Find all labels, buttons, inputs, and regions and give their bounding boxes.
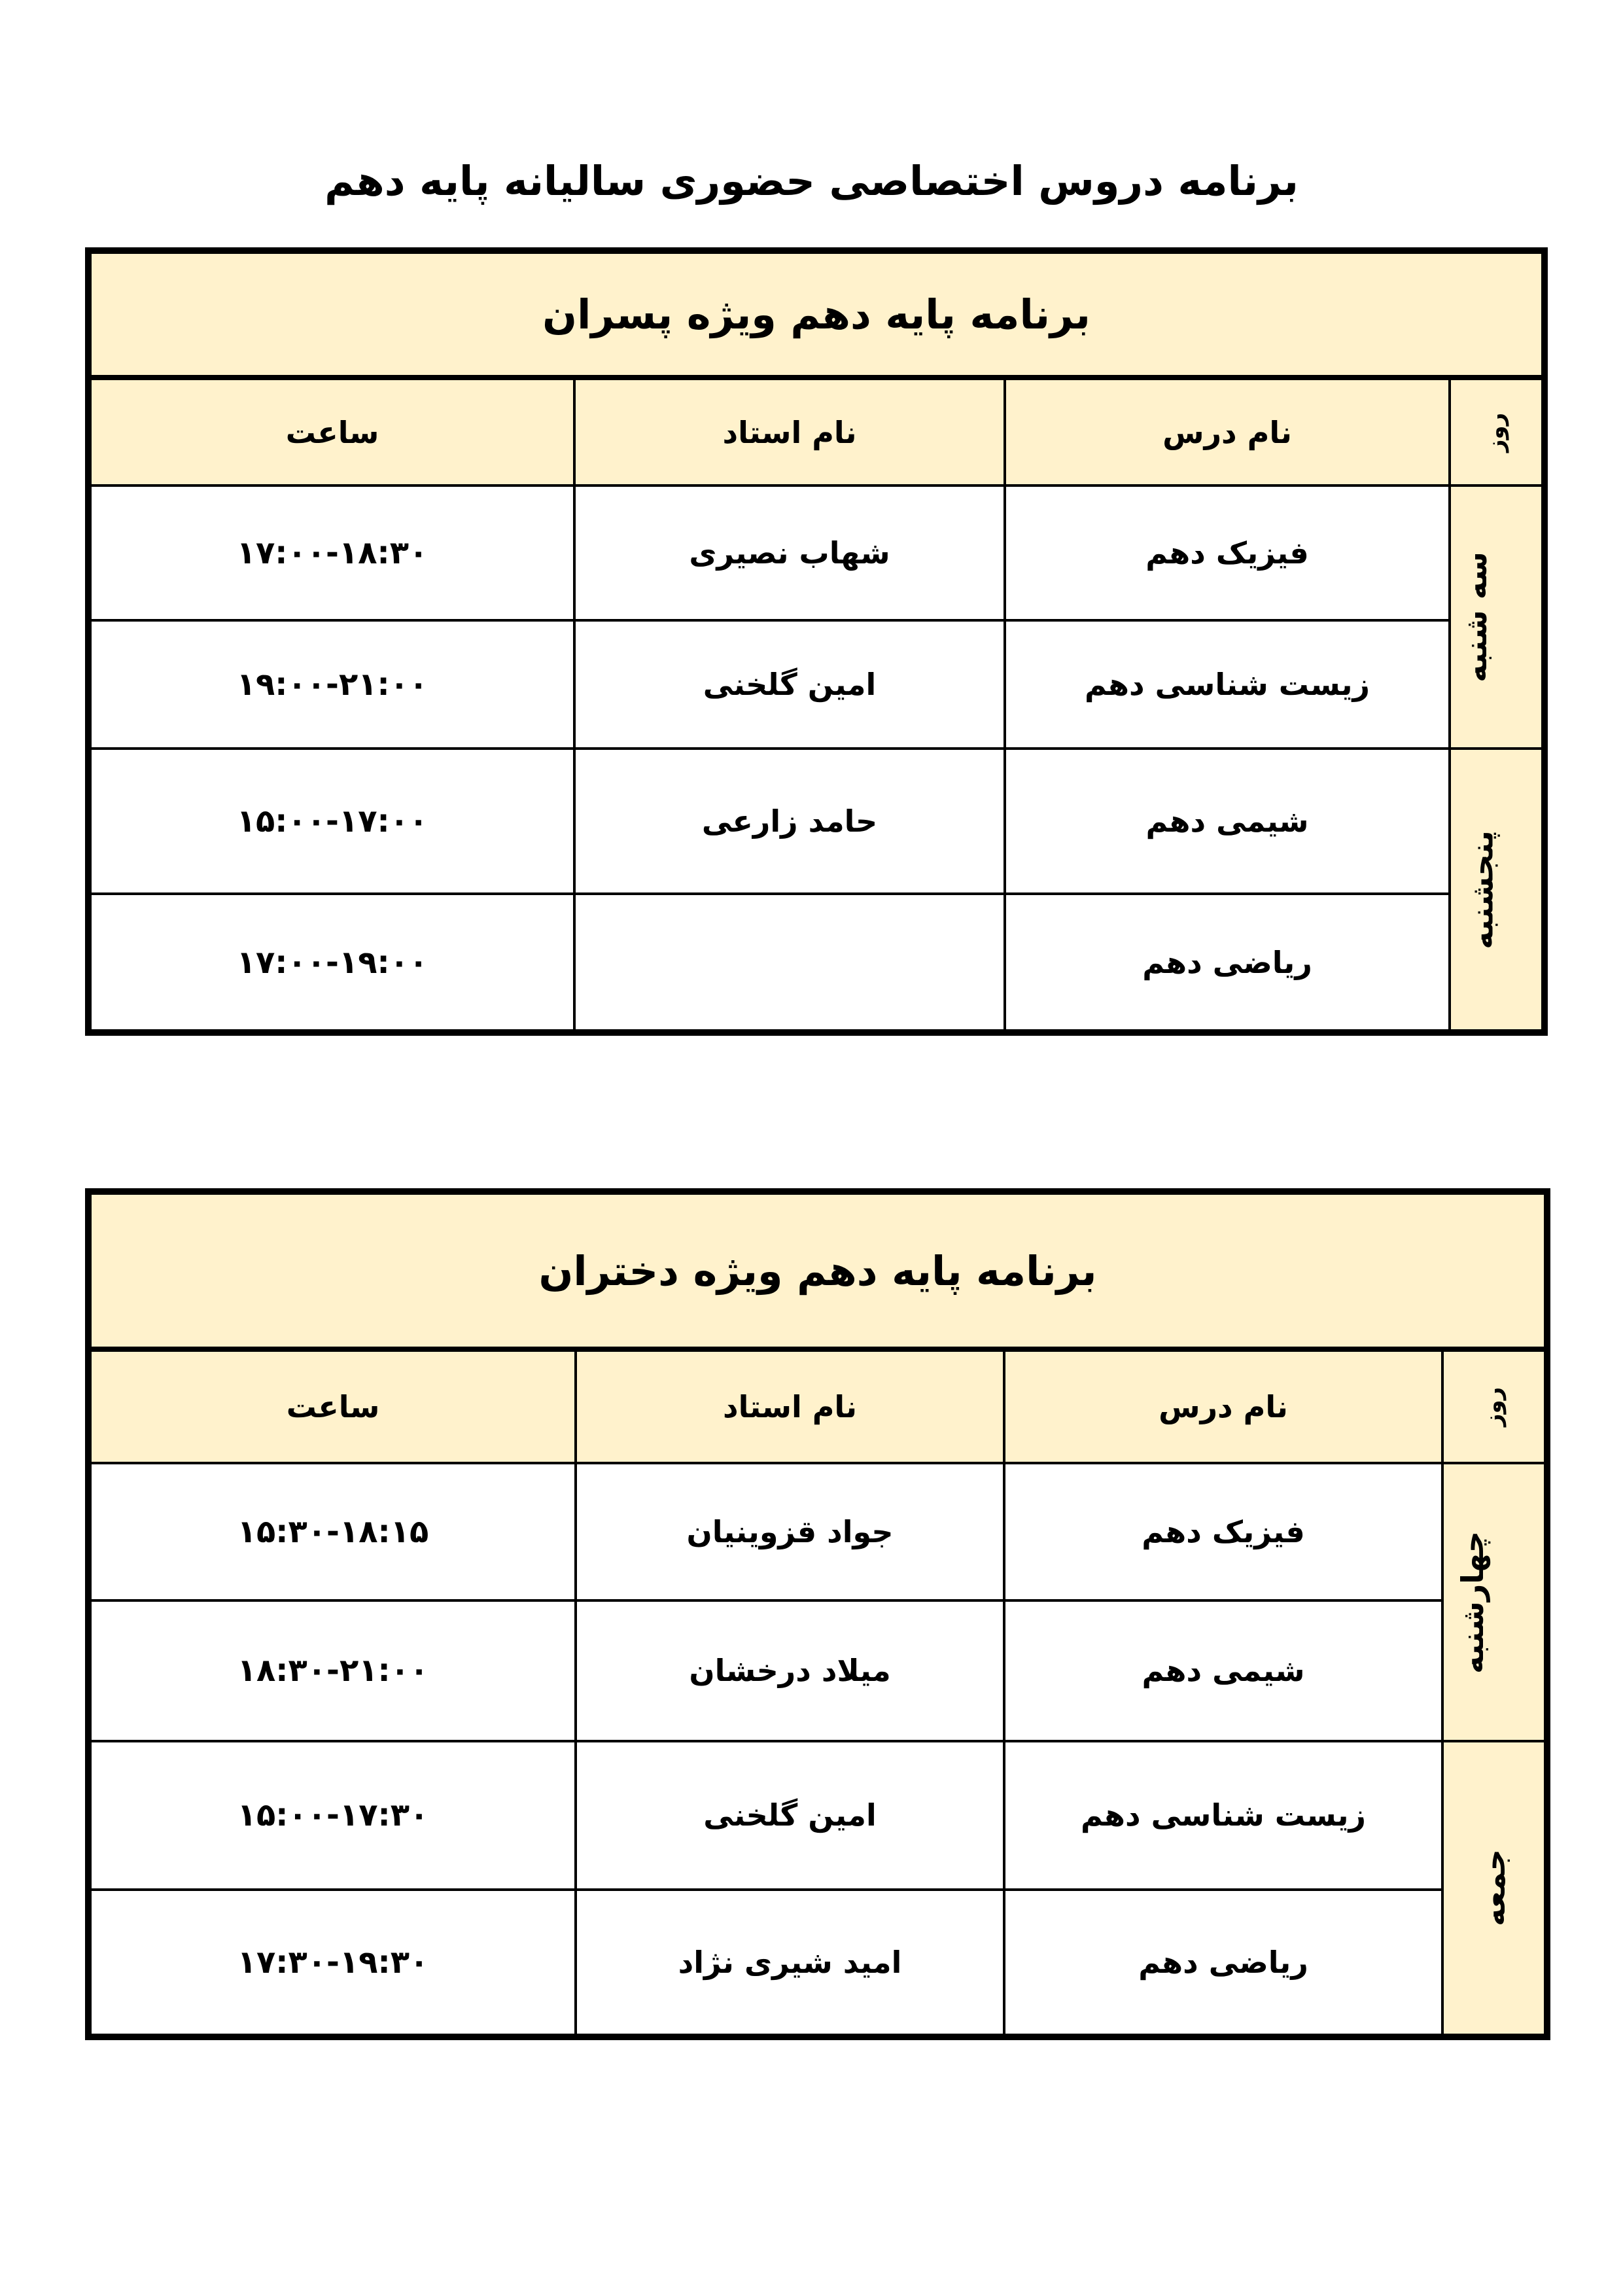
course-cell: زیست شناسی دهم: [1005, 620, 1450, 749]
time-header: ساعت: [88, 378, 574, 486]
course-cell: فیزیک دهم: [1005, 486, 1450, 620]
time-cell: ۱۷:۰۰-۱۸:۳۰: [88, 486, 574, 620]
time-cell: ۱۵:۰۰-۱۷:۳۰: [88, 1741, 576, 1890]
day-cell: سه شنبه: [1450, 486, 1544, 749]
time-cell: ۱۹:۰۰-۲۱:۰۰: [88, 620, 574, 749]
course-cell: زیست شناسی دهم: [1004, 1741, 1442, 1890]
table-row: [88, 1890, 1547, 2037]
time-cell: ۱۸:۳۰-۲۱:۰۰: [88, 1600, 576, 1741]
day-header: روز: [1450, 378, 1544, 486]
schedule-title: برنامه پایه دهم ویژه دختران: [88, 1192, 1547, 1349]
table-row: [88, 1463, 1547, 1600]
teacher-cell: حامد زارعی: [574, 749, 1005, 894]
course-header: نام درس: [1004, 1349, 1442, 1463]
page-title: برنامه دروس اختصاصی حضوری سالیانه پایه دهم: [324, 157, 1299, 205]
course-header: نام درس: [1005, 378, 1450, 486]
teacher-cell: امین گلخنی: [574, 620, 1005, 749]
teacher-header: نام استاد: [574, 378, 1005, 486]
teacher-cell: امید شیری نژاد: [576, 1890, 1004, 2037]
teacher-cell: جواد قزوینیان: [576, 1463, 1004, 1600]
course-cell: ریاضی دهم: [1005, 894, 1450, 1033]
course-cell: شیمی دهم: [1005, 749, 1450, 894]
day-cell: چهارشنبه: [1442, 1463, 1547, 1741]
girls-schedule-table: [85, 1188, 1550, 2040]
teacher-cell: میلاد درخشان: [576, 1600, 1004, 1741]
table-row: [88, 486, 1544, 620]
time-header: ساعت: [88, 1349, 576, 1463]
schedule-title: برنامه پایه دهم ویژه پسران: [88, 251, 1544, 378]
time-cell: ۱۷:۰۰-۱۹:۰۰: [88, 894, 574, 1033]
time-cell: ۱۵:۳۰-۱۸:۱۵: [88, 1463, 576, 1600]
teacher-cell: امین گلخنی: [576, 1741, 1004, 1890]
teacher-cell: شهاب نصیری: [574, 486, 1005, 620]
table-row: [88, 1741, 1547, 1890]
table-row: [88, 1600, 1547, 1741]
table-row: [88, 620, 1544, 749]
course-cell: ریاضی دهم: [1004, 1890, 1442, 2037]
course-cell: فیزیک دهم: [1004, 1463, 1442, 1600]
time-cell: ۱۷:۳۰-۱۹:۳۰: [88, 1890, 576, 2037]
time-cell: ۱۵:۰۰-۱۷:۰۰: [88, 749, 574, 894]
teacher-header: نام استاد: [576, 1349, 1004, 1463]
table-row: [88, 749, 1544, 894]
day-header: روز: [1442, 1349, 1547, 1463]
teacher-cell: [574, 894, 1005, 1033]
day-cell: پنجشنبه: [1450, 749, 1544, 1033]
table-row: [88, 894, 1544, 1033]
boys-schedule-table: [85, 247, 1548, 1036]
day-cell: جمعه: [1442, 1741, 1547, 2037]
course-cell: شیمی دهم: [1004, 1600, 1442, 1741]
